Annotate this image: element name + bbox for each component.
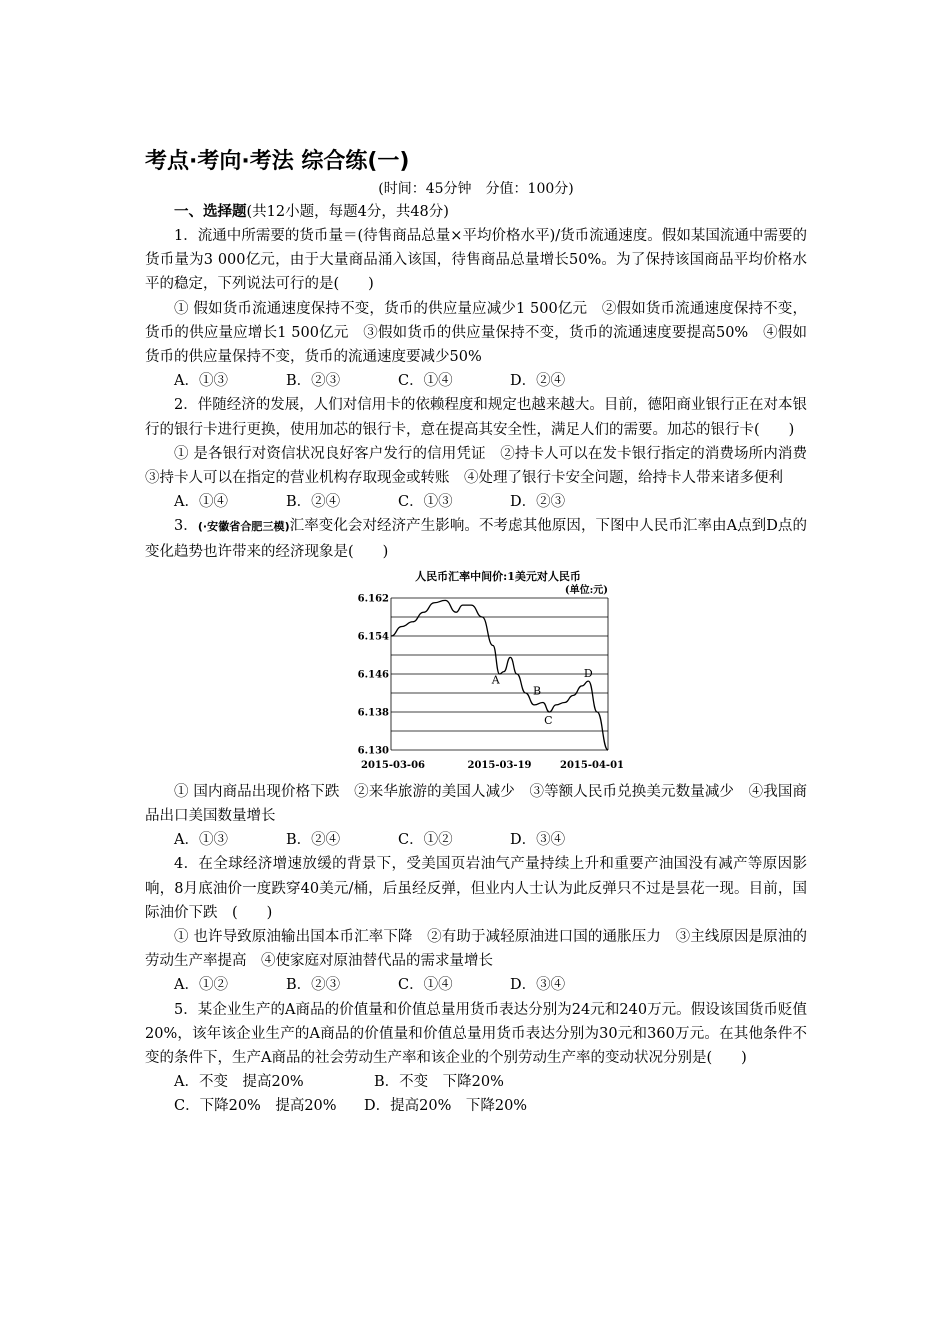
question-1 (145, 224, 807, 393)
point-label-d: D (583, 666, 593, 680)
option-b[interactable]: B．②④ (286, 832, 341, 849)
option-a[interactable]: A．不变 提高20% (174, 1074, 304, 1091)
x-tick-label: 2015-03-19 (467, 759, 532, 771)
option-b[interactable]: B．不变 下降20% (374, 1074, 504, 1091)
option-d[interactable]: D．③④ (510, 832, 566, 849)
option-d[interactable]: D．②④ (510, 373, 566, 390)
question-stem: 4．在全球经济增速放缓的背景下，受美国页岩油气产量持续上升和重要产油国没有减产等原因影响，8月底油价一度跌穿40美元/桶，后虽经反弹，但业内人士认为此反弹只不过是昙花一现。目前，国际油价下跌 ( ) (145, 856, 807, 921)
question-5 (145, 998, 807, 1119)
option-a[interactable]: A．①③ (174, 373, 228, 390)
option-d[interactable]: D．提高20% 下降20% (364, 1098, 528, 1115)
option-b[interactable]: B．②③ (286, 373, 341, 390)
section-header (145, 200, 807, 224)
exam-meta: (时间：45分钟 分值：100分) (378, 181, 574, 197)
question-stem: 5．某企业生产的A商品的价值量和价值总量用货币表达分别为24元和240万元。假设该国货币贬值20%，该年该企业生产的A商品的价值量和价值总量用货币表达分别为30元和360万元。在其他条件不变的条件下，生产A商品的社会劳动生产率和该企业的个别劳动生产率的变动状况分别是( ) (145, 1001, 807, 1067)
answer-options (145, 973, 807, 997)
question-source: (·安徽省合肥三模) (197, 520, 290, 534)
page-title: 考点·考向·考法 综合练(一) (145, 149, 410, 174)
option-c[interactable]: C．①③ (398, 494, 453, 511)
answer-options (145, 490, 807, 514)
y-tick-label: 6.130 (357, 745, 389, 757)
document-page (145, 148, 822, 1119)
question-stem-text: 汇率变化会对经济产生影响。不考虑其他原因，下图中人民币汇率由A点到D点的变化趋势也许带来的经济现象是( ) (145, 518, 807, 560)
y-tick-label: 6.154 (357, 631, 389, 643)
option-b[interactable]: B．②③ (286, 977, 341, 994)
option-d[interactable]: D．③④ (510, 977, 566, 994)
option-a[interactable]: A．①③ (174, 832, 228, 849)
option-c[interactable]: C．①④ (398, 977, 453, 994)
chart-title: 人民币汇率中间价:1美元对人民币 (415, 569, 581, 583)
question-items: ① 是各银行对资信状况良好客户发行的信用凭证 ②持卡人可以在发卡银行指定的消费场所内消费 ③持卡人可以在指定的营业机构存取现金或转账 ④处理了银行卡安全问题，给持卡人带来诸多便利 (145, 445, 822, 487)
option-a[interactable]: A．①② (174, 977, 228, 994)
point-label-c: C (544, 713, 553, 727)
option-c[interactable]: C．①② (398, 832, 453, 849)
point-label-b: B (533, 684, 542, 698)
question-items: ① 也许导致原油输出国本币汇率下降 ②有助于减轻原油进口国的通胀压力 ③主线原因是原油的劳动生产率提高 ④使家庭对原油替代品的需求量增长 (145, 929, 807, 970)
exchange-rate-chart (357, 568, 633, 776)
question-items: ① 国内商品出现价格下跌 ②来华旅游的美国人减少 ③等额人民币兑换美元数量减少 ④我国商品出口美国数量增长 (145, 783, 807, 825)
option-d[interactable]: D．②③ (510, 494, 566, 511)
y-tick-label: 6.138 (357, 707, 389, 719)
question-3 (145, 514, 807, 852)
answer-options (145, 369, 807, 393)
y-axis-ticks (358, 593, 389, 756)
answer-options (145, 828, 807, 852)
x-tick-label: 2015-03-06 (361, 759, 425, 771)
answer-options-row-2 (145, 1094, 807, 1118)
chart-unit: (单位:元) (564, 584, 608, 596)
option-c[interactable]: C．下降20% 提高20% (174, 1098, 337, 1115)
question-number: 3． (174, 518, 198, 535)
answer-options-row-1 (145, 1070, 807, 1094)
point-label-a: A (491, 673, 500, 687)
question-stem: 2．伴随经济的发展，人们对信用卡的依赖程度和规定也越来越大。目前，德阳商业银行正在对本银行的银行卡进行更换，使用加芯的银行卡，意在提高其安全性，满足人们的需要。加芯的银行卡( ) (145, 397, 807, 438)
option-b[interactable]: B．②④ (286, 494, 341, 511)
option-c[interactable]: C．①④ (398, 373, 453, 390)
x-tick-label: 2015-04-01 (560, 759, 624, 771)
point-labels (491, 667, 593, 727)
y-tick-label: 6.162 (357, 593, 389, 605)
option-a[interactable]: A．①④ (174, 494, 228, 511)
x-axis-ticks (361, 760, 624, 771)
question-4 (145, 852, 807, 997)
question-items: ① 假如货币流通速度保持不变，货币的供应量应减少1 500亿元 ②假如货币流通速度保持不变，货币的供应量应增长1 500亿元 ③假如货币的供应量保持不变，货币的流通速度要提高50% ④假如货币的供应量保持不变，货币的流通速度要减少50% (145, 300, 807, 366)
section-note: (共12小题，每题4分，共48分) (246, 204, 449, 220)
question-stem: 1．流通中所需要的货币量＝(待售商品总量×平均价格水平)/货币流通速度。假如某国流通中需要的货币量为3 000亿元，由于大量商品涌入该国，待售商品总量增长50%。为了保持该国商品平均价格水平的稳定，下列说法可行的是( ) (145, 228, 807, 293)
chart-svg (357, 568, 633, 776)
question-2 (145, 393, 822, 514)
question-stem (145, 514, 807, 563)
section-label: 一、选择题 (174, 203, 247, 220)
y-tick-label: 6.146 (357, 669, 389, 681)
